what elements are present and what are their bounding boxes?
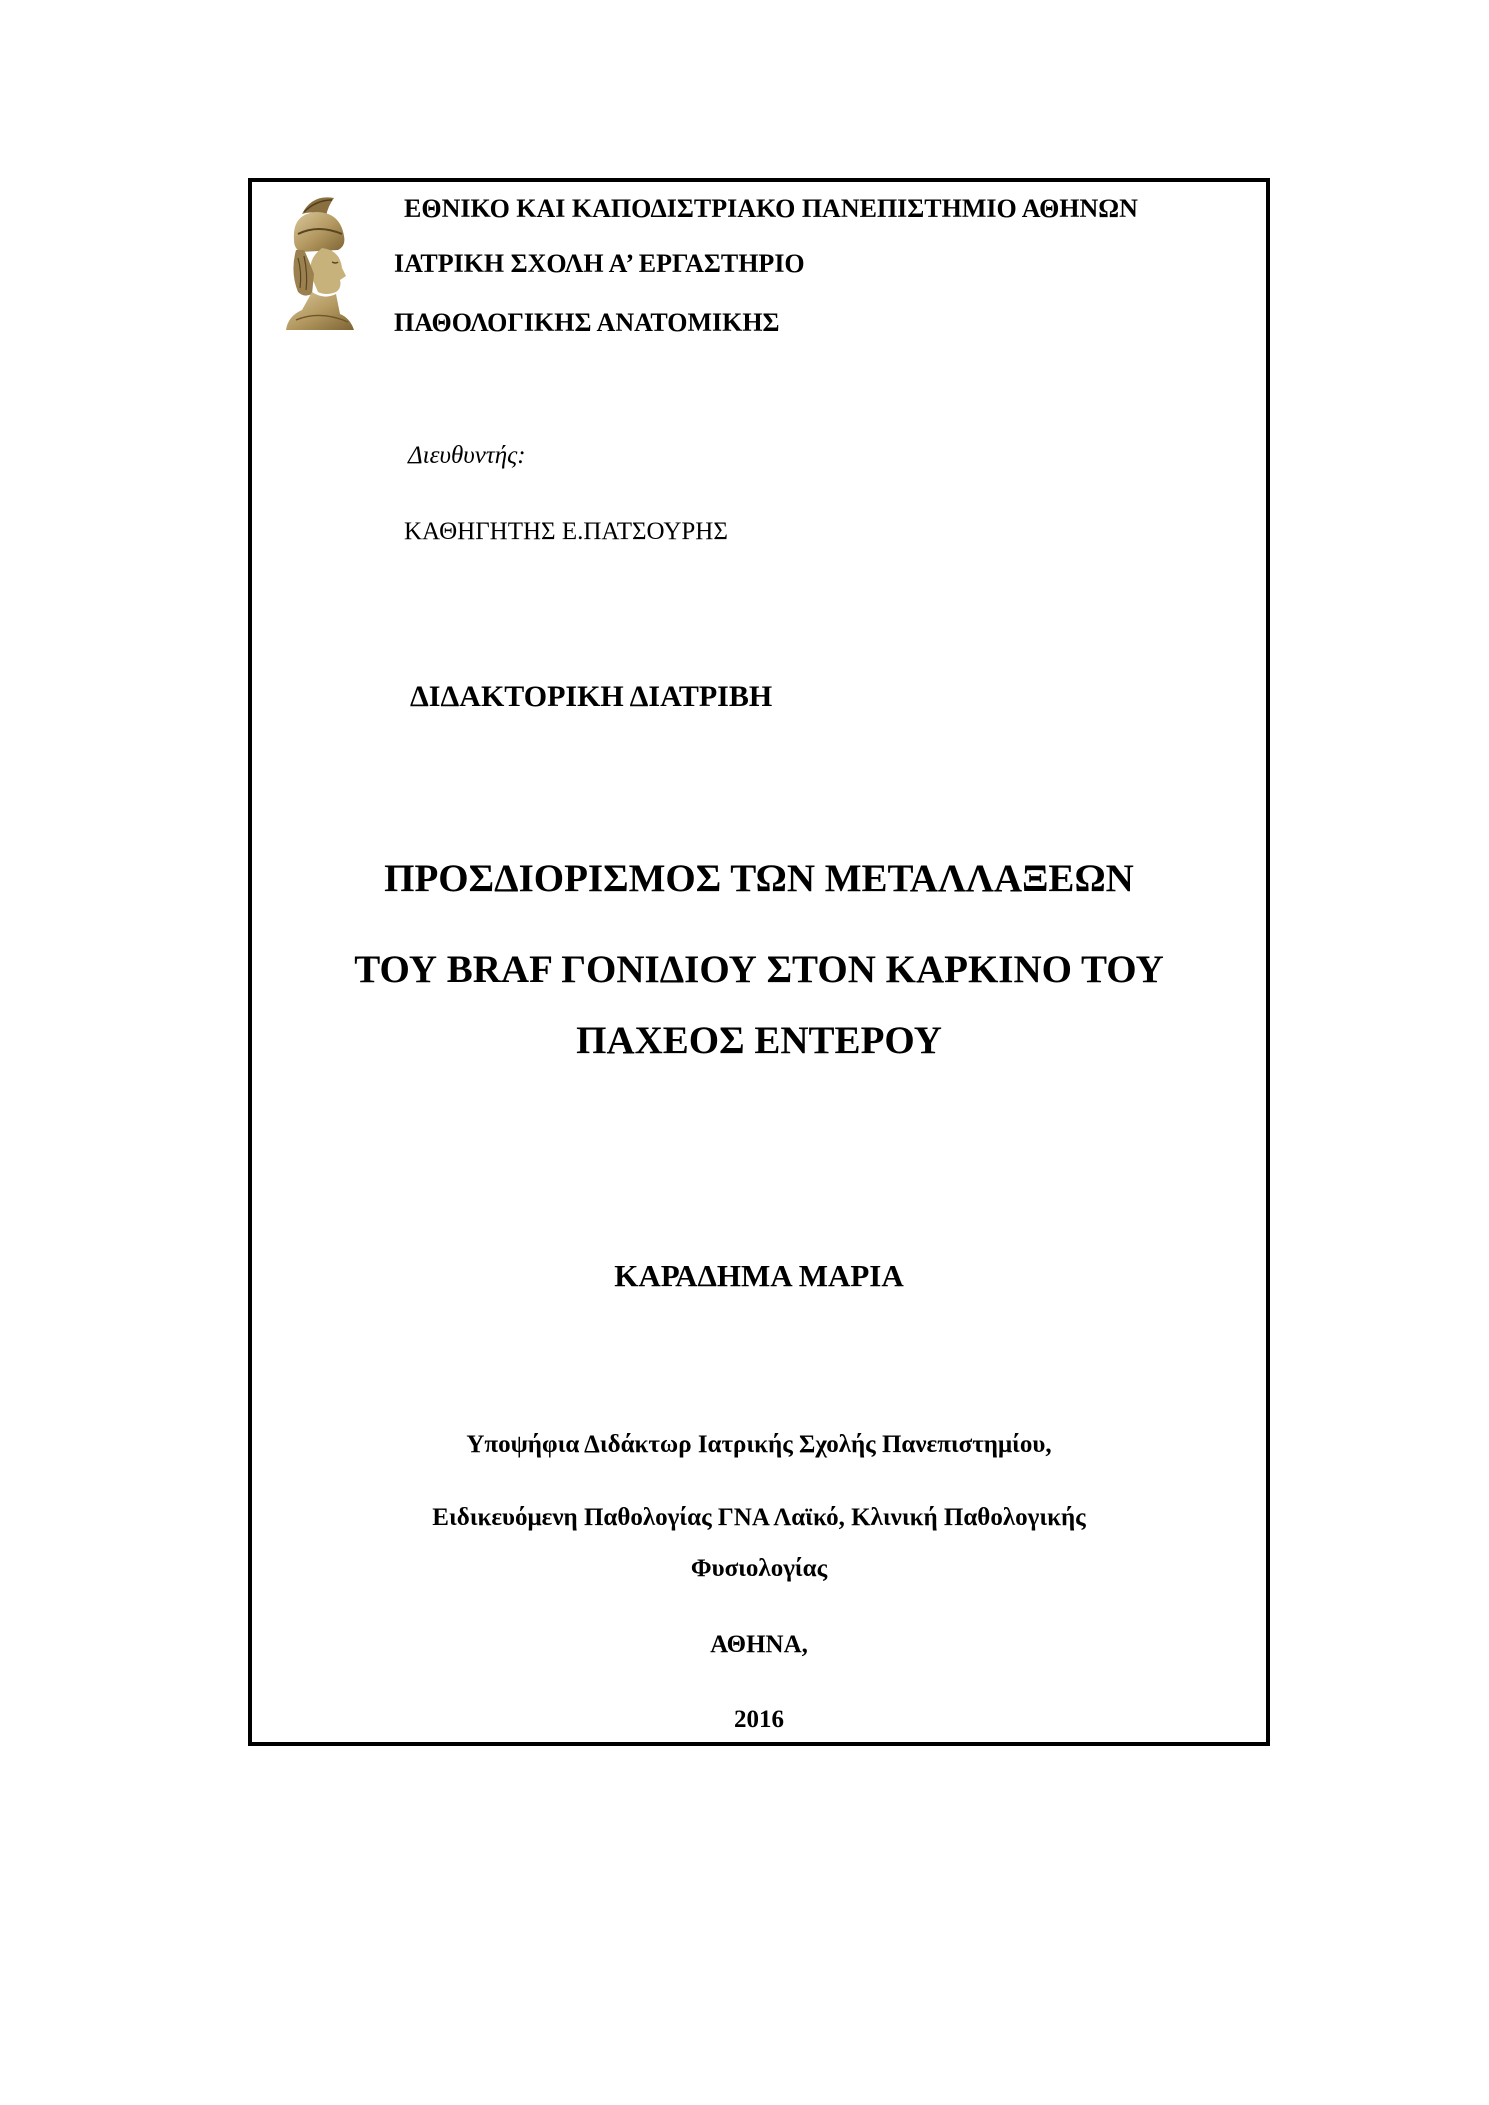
author-name: ΚΑΡΑΔΗΜΑ ΜΑΡΙΑ: [614, 1258, 904, 1293]
affiliation-line-3: Φυσιολογίας: [690, 1555, 828, 1582]
affiliation-line-1: Υποψήφια Διδάκτωρ Ιατρικής Σχολής Πανεπιστημίου,: [466, 1431, 1052, 1458]
department-name: ΠΑΘΟΛΟΓΙΚΗΣ ΑΝΑΤΟΜΙΚΗΣ: [394, 308, 780, 337]
thesis-title-line-2: ΤΟΥ BRAF ΓΟΝΙΔΙΟΥ ΣΤΟΝ ΚΑΡΚΙΝΟ ΤΟΥ: [354, 948, 1164, 991]
thesis-title-line-1: ΠΡΟΣΔΙΟΡΙΣΜΟΣ ΤΩΝ ΜΕΤΑΛΛΑΞΕΩΝ: [384, 857, 1134, 900]
city: ΑΘΗΝΑ,: [710, 1631, 808, 1658]
year: 2016: [734, 1706, 784, 1733]
thesis-title-line-3: ΠΑΧΕΟΣ ΕΝΤΕΡΟΥ: [576, 1019, 942, 1062]
affiliation-line-2: Ειδικευόμενη Παθολογίας ΓΝΑ Λαϊκό, Κλινική Παθολογικής: [432, 1504, 1086, 1531]
athena-head-icon: [282, 192, 362, 334]
director-label: Διευθυντής:: [408, 442, 526, 469]
university-name: ΕΘΝΙΚΟ ΚΑΙ ΚΑΠΟΔΙΣΤΡΙΑΚΟ ΠΑΝΕΠΙΣΤΗΜΙΟ ΑΘΗΝΩΝ: [404, 194, 1138, 223]
school-name: ΙΑΤΡΙΚΗ ΣΧΟΛΗ Α’ ΕΡΓΑΣΤΗΡΙΟ: [394, 249, 805, 278]
page-border: [248, 178, 1270, 1746]
document-type: ΔΙΔΑΚΤΟΡΙΚΗ ΔΙΑΤΡΙΒΗ: [410, 680, 773, 713]
director-name: ΚΑΘΗΓΗΤΗΣ Ε.ΠΑΤΣΟΥΡΗΣ: [404, 518, 728, 545]
